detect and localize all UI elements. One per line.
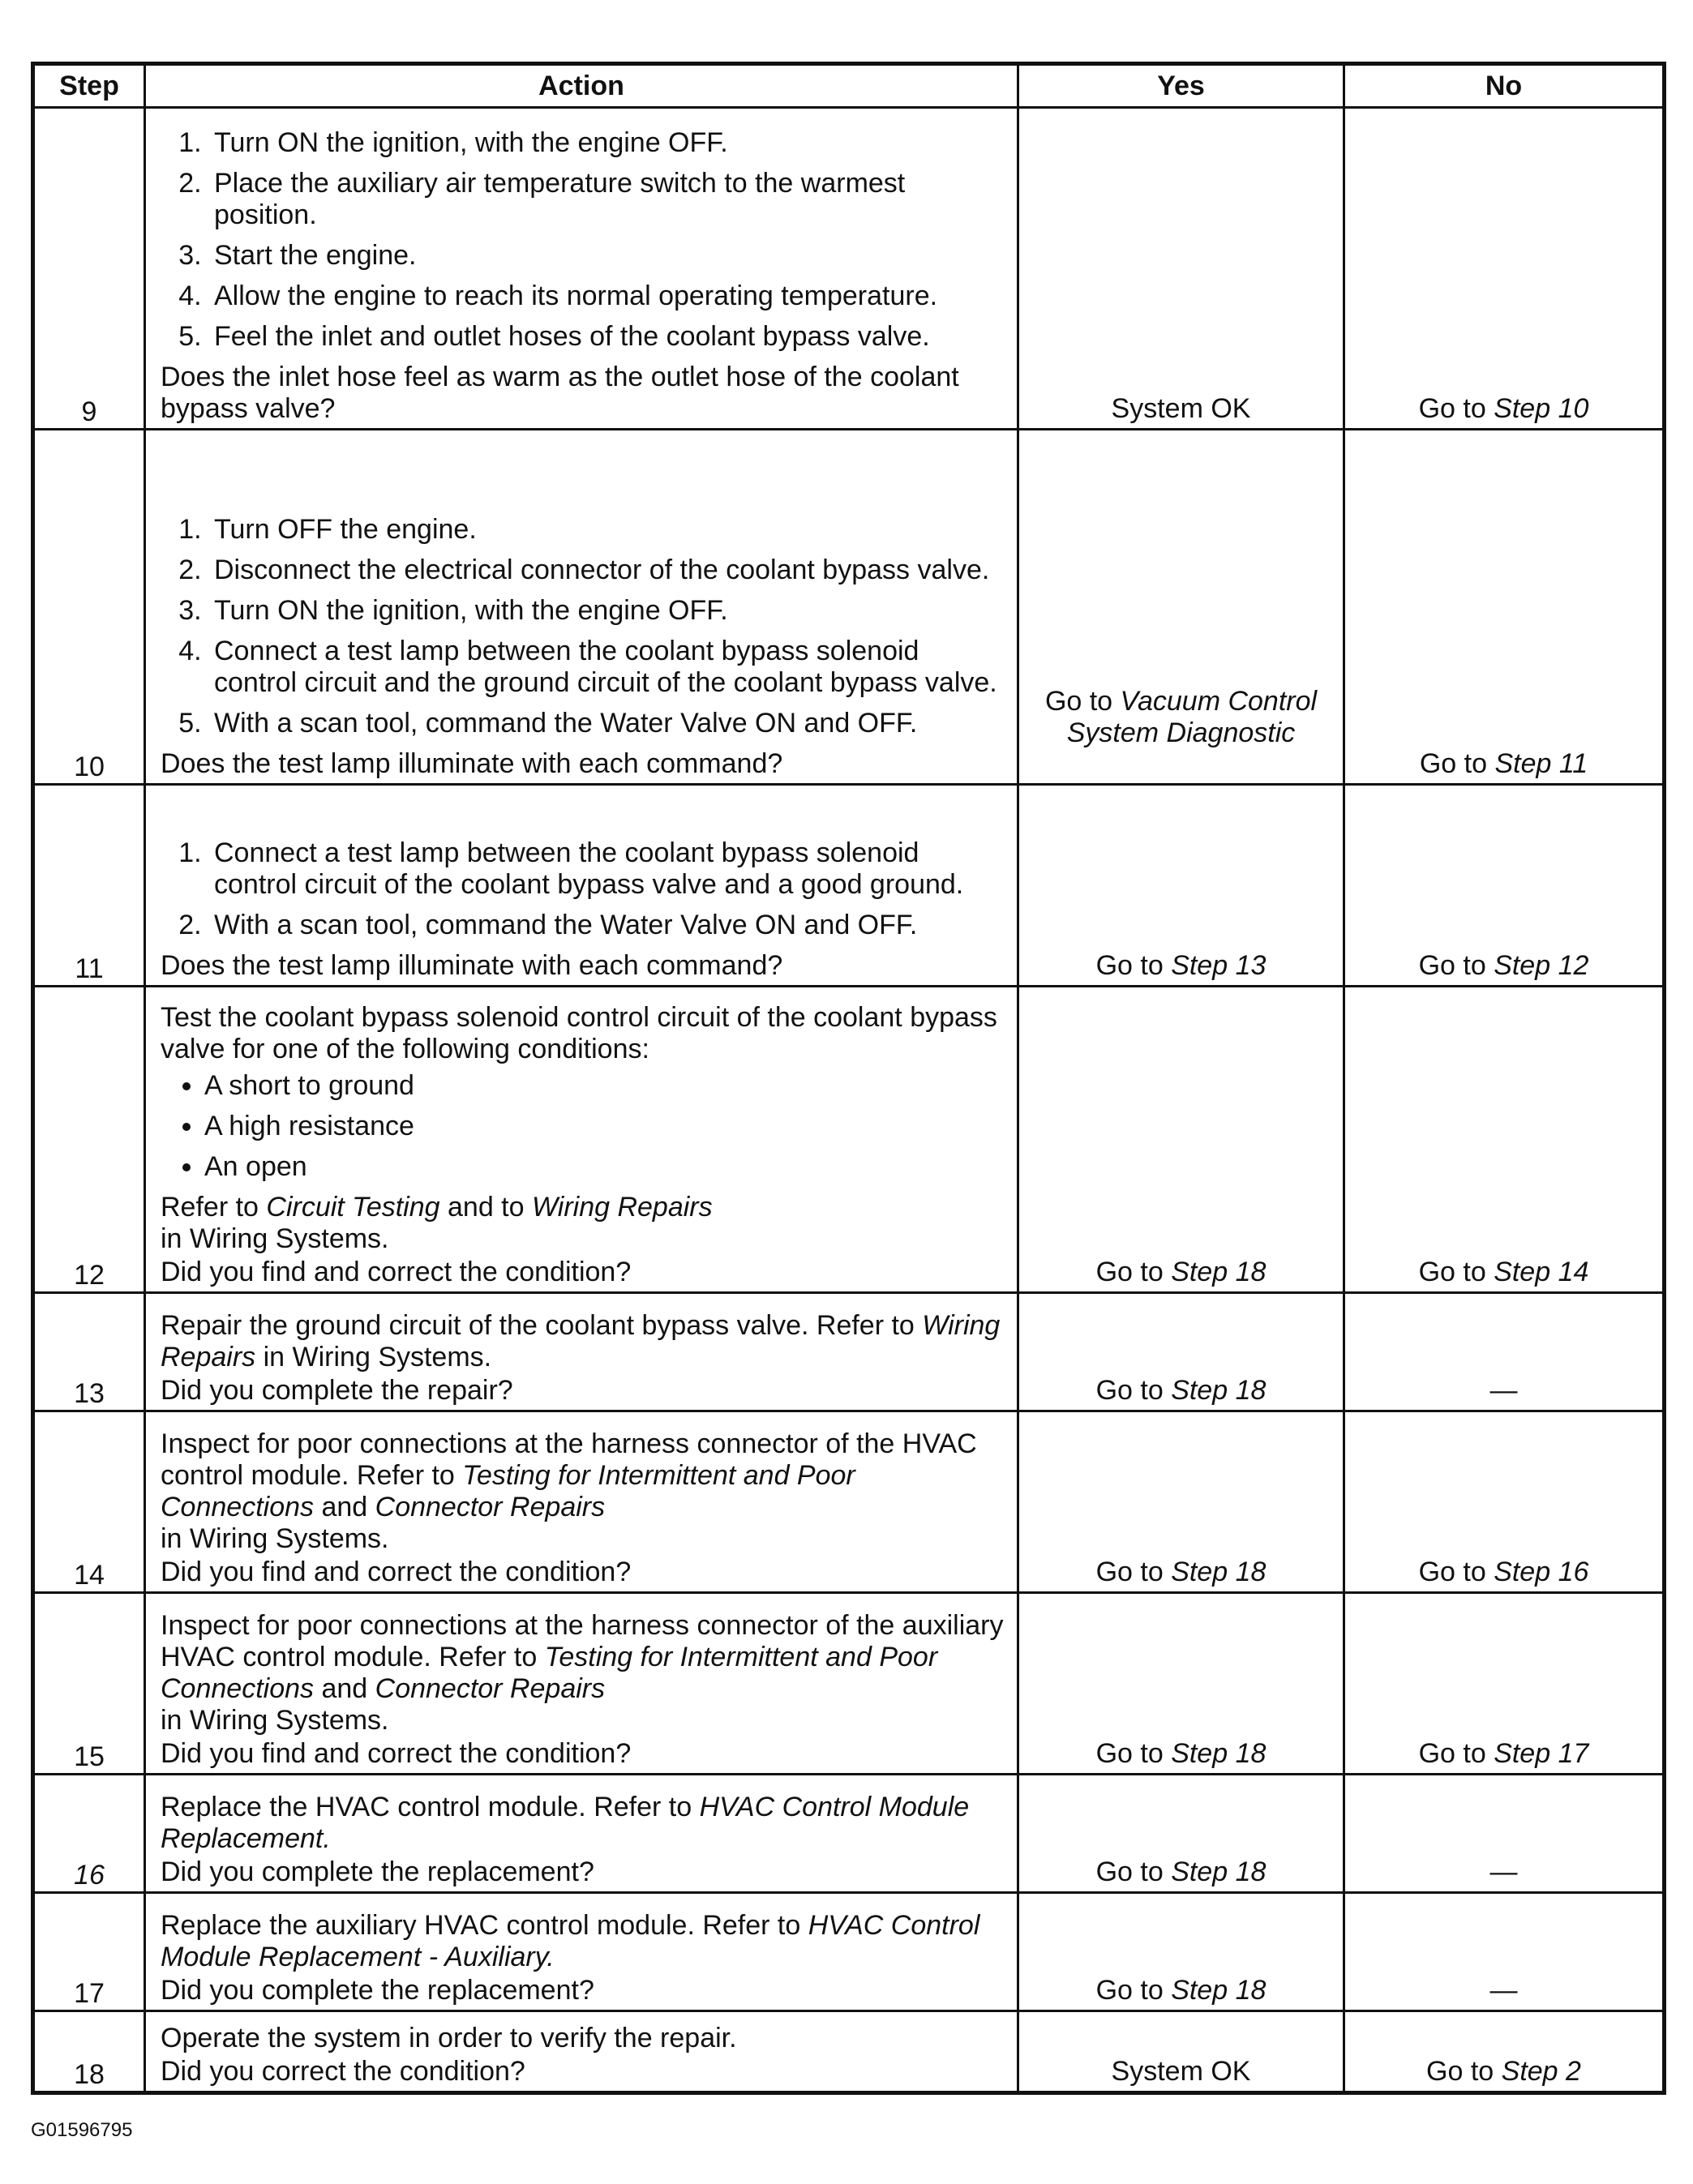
yes-result[interactable] <box>1018 1893 1344 2011</box>
reference-link[interactable]: Wiring Repairs <box>161 1310 1001 1372</box>
yes-link[interactable]: Step 13 <box>1171 950 1267 981</box>
yes-link[interactable]: Step 18 <box>1171 1738 1267 1769</box>
step-number: 12 <box>33 987 145 1293</box>
no-result[interactable] <box>1344 987 1665 1293</box>
no-prefix: Go to <box>1426 2056 1502 2087</box>
action-step-item: 2. Place the auxiliary air temperature switch to the warmest position. <box>209 168 1009 231</box>
yes-prefix: Go to <box>1095 950 1172 981</box>
table-row <box>33 2011 1665 2093</box>
action-text-part: and <box>314 1492 375 1522</box>
no-result: — <box>1344 1775 1665 1893</box>
action-steps <box>161 837 1009 941</box>
action-text <box>161 1428 1009 1555</box>
header-step: Step <box>33 64 145 108</box>
condition-item: • An open <box>204 1151 1009 1183</box>
yes-result[interactable] <box>1018 1593 1344 1775</box>
no-prefix: Go to <box>1418 393 1494 424</box>
no-result[interactable] <box>1344 1593 1665 1775</box>
yes-link[interactable]: Step 18 <box>1171 1856 1267 1887</box>
reference-link[interactable]: HVAC Control Module Replacement. <box>161 1792 970 1854</box>
step-number: 16 <box>33 1775 145 1893</box>
table-row <box>33 1293 1665 1411</box>
yes-prefix: Go to <box>1095 1738 1172 1769</box>
no-prefix: Go to <box>1418 950 1494 981</box>
action-question: Does the inlet hose feel as warm as the outlet hose of the coolant bypass valve? <box>161 362 959 424</box>
action-reference <box>161 1192 1009 1255</box>
table-row <box>33 108 1665 430</box>
step-number: 10 <box>33 430 145 785</box>
action-step-item: 4. Connect a test lamp between the coolant bypass solenoid control circuit and the ground circuit of the coolant bypass valve. <box>209 636 1009 699</box>
no-link[interactable]: Step 17 <box>1494 1738 1589 1769</box>
action-cell <box>145 987 1018 1293</box>
yes-link[interactable]: Step 18 <box>1171 1375 1267 1406</box>
action-text-part: Replace the HVAC control module. Refer to <box>161 1792 700 1822</box>
yes-result[interactable] <box>1018 1411 1344 1593</box>
no-prefix: Go to <box>1418 1557 1494 1587</box>
table-row <box>33 1893 1665 2011</box>
no-prefix: Go to <box>1418 1257 1494 1287</box>
no-link[interactable]: Step 12 <box>1494 950 1589 981</box>
condition-item: • A short to ground <box>204 1070 1009 1102</box>
action-step-item: 1. Turn OFF the engine. <box>209 514 1009 546</box>
yes-result: System OK <box>1018 2011 1344 2093</box>
table-row <box>33 785 1665 987</box>
yes-result[interactable] <box>1018 1775 1344 1893</box>
condition-list <box>161 1070 1009 1183</box>
no-link[interactable]: Step 10 <box>1494 393 1589 424</box>
header-yes: Yes <box>1018 64 1344 108</box>
header-action: Action <box>145 64 1018 108</box>
action-text <box>161 1310 1009 1373</box>
action-question: Does the test lamp illuminate with each command? <box>161 950 783 981</box>
step-number: 17 <box>33 1893 145 2011</box>
no-prefix: Go to <box>1418 1738 1494 1769</box>
step-number: 18 <box>33 2011 145 2093</box>
no-result[interactable] <box>1344 785 1665 987</box>
table-row <box>33 1775 1665 1893</box>
yes-result[interactable] <box>1018 430 1344 785</box>
action-step-item: 1. Connect a test lamp between the coolant bypass solenoid control circuit of the coolant bypass valve and a good ground. <box>209 837 1009 901</box>
no-result[interactable] <box>1344 108 1665 430</box>
yes-link[interactable]: Vacuum Control System Diagnostic <box>1066 686 1318 748</box>
action-step-item: 2. Disconnect the electrical connector of the coolant bypass valve. <box>209 555 1009 586</box>
table-row <box>33 987 1665 1293</box>
no-result: — <box>1344 1293 1665 1411</box>
action-step-item: 3. Start the engine. <box>209 240 1009 272</box>
reference-link[interactable]: HVAC Control Module Replacement - Auxiliary. <box>161 1910 980 1972</box>
reference-text: and to <box>439 1192 532 1223</box>
table-row <box>33 430 1665 785</box>
no-result[interactable] <box>1344 430 1665 785</box>
no-link[interactable]: Step 14 <box>1494 1257 1589 1287</box>
reference-link[interactable]: Connector Repairs <box>375 1492 606 1522</box>
action-step-item: 5. With a scan tool, command the Water Valve ON and OFF. <box>209 708 1009 739</box>
yes-result[interactable] <box>1018 1293 1344 1411</box>
no-prefix: Go to <box>1419 748 1495 779</box>
action-intro: Test the coolant bypass solenoid control circuit of the coolant bypass valve for one of the following conditions: <box>161 1002 997 1064</box>
action-cell <box>145 108 1018 430</box>
action-text-part: Replace the auxiliary HVAC control module. Refer to <box>161 1910 808 1941</box>
action-step-item: 3. Turn ON the ignition, with the engine OFF. <box>209 595 1009 627</box>
action-text <box>161 1910 1009 1973</box>
action-question: Does the test lamp illuminate with each command? <box>161 748 783 779</box>
reference-link[interactable]: Circuit Testing <box>266 1192 440 1223</box>
step-number: 13 <box>33 1293 145 1411</box>
no-result: — <box>1344 1893 1665 2011</box>
action-question: Did you find and correct the condition? <box>161 1257 632 1287</box>
reference-text: in Wiring Systems. <box>161 1223 389 1254</box>
action-step-item: 5. Feel the inlet and outlet hoses of the coolant bypass valve. <box>209 321 1009 353</box>
action-step-item: 4. Allow the engine to reach its normal operating temperature. <box>209 280 1009 312</box>
step-number: 14 <box>33 1411 145 1593</box>
action-cell <box>145 1293 1018 1411</box>
action-question: Did you complete the replacement? <box>161 1856 594 1887</box>
action-text-part: in Wiring Systems. <box>255 1342 492 1372</box>
action-question: Did you complete the replacement? <box>161 1975 594 2006</box>
yes-result[interactable] <box>1018 785 1344 987</box>
reference-link[interactable]: Wiring Repairs <box>531 1192 713 1223</box>
action-text-part: in Wiring Systems. <box>161 1705 389 1736</box>
no-result[interactable] <box>1344 2011 1665 2093</box>
condition-item: • A high resistance <box>204 1111 1009 1142</box>
no-link[interactable]: Step 11 <box>1494 748 1588 779</box>
action-cell <box>145 2011 1018 2093</box>
action-question: Did you correct the condition? <box>161 2056 525 2087</box>
action-cell <box>145 1893 1018 2011</box>
action-step-item: 1. Turn ON the ignition, with the engine OFF. <box>209 127 1009 159</box>
yes-prefix: Go to <box>1095 1557 1172 1587</box>
action-cell <box>145 1593 1018 1775</box>
yes-link[interactable]: Step 18 <box>1171 1257 1267 1287</box>
action-cell <box>145 1411 1018 1593</box>
action-question: Did you complete the repair? <box>161 1375 513 1406</box>
action-question: Did you find and correct the condition? <box>161 1738 632 1769</box>
yes-prefix: Go to <box>1095 1375 1172 1406</box>
action-text: Operate the system in order to verify the repair. <box>161 2023 737 2053</box>
yes-link[interactable]: Step 18 <box>1171 1557 1267 1587</box>
yes-result[interactable] <box>1018 987 1344 1293</box>
step-number: 11 <box>33 785 145 987</box>
header-row <box>33 64 1665 108</box>
action-text-part: Inspect for poor connections at the harness connector of the auxiliary HVAC control module. Refer to <box>161 1610 1004 1672</box>
action-text-part: in Wiring Systems. <box>161 1523 389 1554</box>
action-text <box>161 1610 1009 1736</box>
action-cell <box>145 1775 1018 1893</box>
action-question: Did you find and correct the condition? <box>161 1557 632 1587</box>
table-row <box>33 1593 1665 1775</box>
table-row <box>33 1411 1665 1593</box>
yes-prefix: Go to <box>1095 1257 1172 1287</box>
no-link[interactable]: Step 2 <box>1501 2056 1581 2087</box>
no-result[interactable] <box>1344 1411 1665 1593</box>
action-text-part: Inspect for poor connections at the harness connector of the HVAC control module. Refer to <box>161 1428 977 1491</box>
reference-text: Refer to <box>161 1192 267 1223</box>
step-number: 15 <box>33 1593 145 1775</box>
yes-link[interactable]: Step 18 <box>1171 1975 1267 2006</box>
reference-link[interactable]: Connector Repairs <box>375 1673 606 1704</box>
action-steps <box>161 514 1009 739</box>
yes-prefix: Go to <box>1095 1856 1172 1887</box>
action-text-part: and <box>314 1673 375 1704</box>
action-cell <box>145 430 1018 785</box>
action-text-part: Repair the ground circuit of the coolant bypass valve. Refer to <box>161 1310 923 1341</box>
diagnostic-table <box>31 62 1666 2095</box>
action-steps <box>161 127 1009 353</box>
action-cell <box>145 785 1018 987</box>
yes-prefix: Go to <box>1095 1975 1172 2006</box>
no-link[interactable]: Step 16 <box>1494 1557 1589 1587</box>
step-number: 9 <box>33 108 145 430</box>
action-step-item: 2. With a scan tool, command the Water Valve ON and OFF. <box>209 910 1009 941</box>
action-text <box>161 1792 1009 1855</box>
reference-link[interactable]: Testing for Intermittent and Poor Connections <box>161 1642 938 1704</box>
figure-code: G01596795 <box>31 2119 133 2141</box>
header-no: No <box>1344 64 1665 108</box>
yes-prefix: Go to <box>1044 686 1121 717</box>
yes-result: System OK <box>1018 108 1344 430</box>
reference-link[interactable]: Testing for Intermittent and Poor Connections <box>161 1460 855 1522</box>
